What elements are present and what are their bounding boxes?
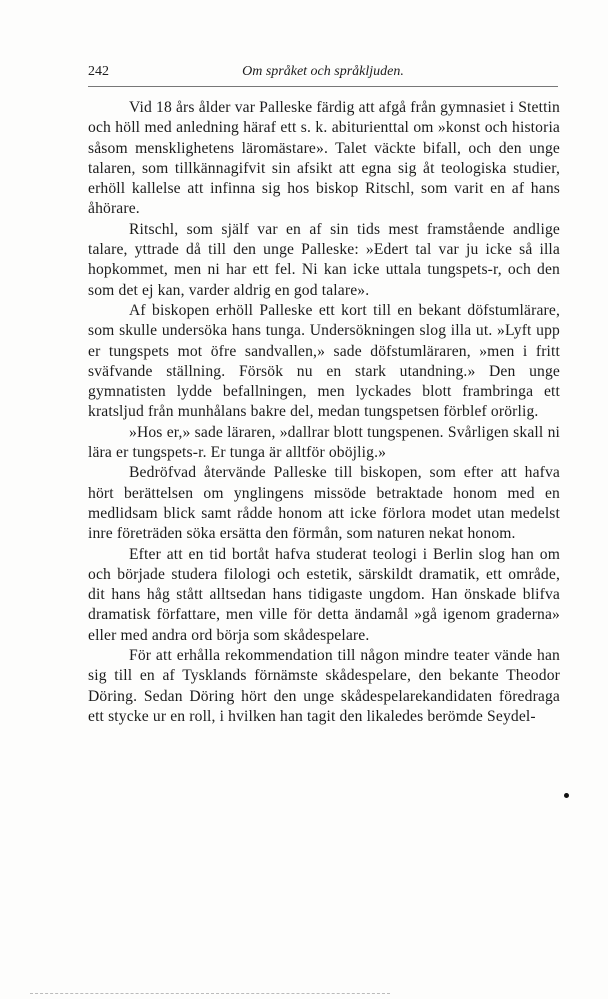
- paragraph-5: Bedröfvad återvände Palleske till biskopen, som efter att hafva hört berättelsen om ynglingens missöde betraktade honom med en medlidsam blick samt rådde honom att icke förlora modet utan medelst inre företräden söka ersätta den förmån, som naturen nekat honom.: [88, 464, 560, 543]
- ink-spot: [564, 793, 569, 798]
- page-header: [88, 64, 558, 84]
- scan-edge-mark: [30, 993, 390, 994]
- running-title: Om språket och språkljuden.: [242, 64, 404, 79]
- paragraph-1: Vid 18 års ålder var Palleske färdig att afgå från gymnasiet i Stettin och höll med anledning häraf ett s. k. abiturienttal om »konst och historia såsom mensklighetens läromästare». Talet väckte bifall, och den unge talaren, som tillkännagifvit sin afsikt att egna sig åt teologiska studier, erhöll kallelse att infinna sig hos biskop Ritschl, som varit en af hans åhörare.: [88, 99, 560, 218]
- paragraph-4: »Hos er,» sade läraren, »dallrar blott tungspenen. Svårligen skall ni lära er tungspets-r. Er tunga är alltför oböjlig.»: [88, 423, 560, 462]
- paragraph-6: Efter att en tid bortåt hafva studerat teologi i Berlin slog han om och började studera filologi och estetik, särskildt dramatik, ett område, dit hans håg stått alltsedan hans tidigaste ungdom. Han önskade blifva dramatisk författare, men ville för detta ändamål »gå igenom graderna» eller med andra ord börja som skådespelare.: [88, 545, 560, 644]
- paragraph-7: För att erhålla rekommendation till någon mindre teater vände han sig till en af Tysklands förnämste skådespelare, den bekante Theodor Döring. Sedan Döring hört den unge skådespelarekandidaten föredraga ett stycke ur en roll, i hvilken han tagit den likaledes berömde Seydel-: [88, 647, 560, 725]
- body-text: [88, 98, 560, 727]
- paragraph-2: Ritschl, som själf var en af sin tids mest framstående andlige talare, yttrade då till den unge Palleske: »Edert tal var ju icke så illa hopkommet, men ni har ett fel. Ni kan icke uttala tungspets-r, och den som det ej kan, varder aldrig en god talare».: [88, 220, 560, 299]
- header-rule: [88, 86, 558, 87]
- paragraph-3: Af biskopen erhöll Palleske ett kort till en bekant döfstumlärare, som skulle undersöka hans tunga. Undersökningen slog illa ut. »Lyft upp er tungspets mot öfre sandvallen,» sade döfstumläraren, »men i fritt sväfvande ställning. Försök nu en stark utandning.» Den unge gymnatisten lydde befallningen, men lyckades blott frambringa ett kratsljud från munhålans bakre del, medan tungspetsen förblef orörlig.: [88, 301, 560, 421]
- page-number: 242: [88, 64, 109, 79]
